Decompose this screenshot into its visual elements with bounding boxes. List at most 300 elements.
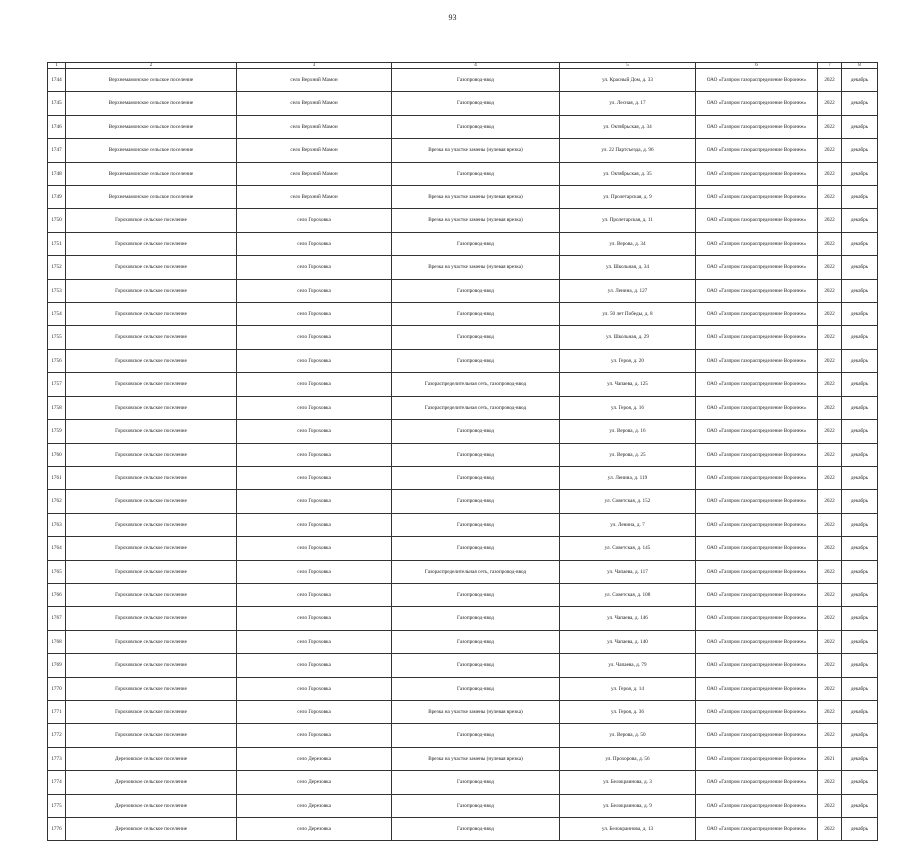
address-cell: ул. Героя, д. 14	[560, 677, 696, 700]
year-cell: 2022	[818, 349, 842, 372]
settlement-cell: Гороховское сельское поселение	[66, 466, 237, 489]
locality-cell: село Гороховка	[237, 583, 392, 606]
address-cell: ул. Ленина, д. 127	[560, 279, 696, 302]
owner-cell: ОАО «Газпром газораспределение Воронеж»	[696, 443, 818, 466]
owner-cell: ОАО «Газпром газораспределение Воронеж»	[696, 162, 818, 185]
address-cell: ул. Чапаева, д. 140	[560, 630, 696, 653]
object-type-cell: Газопровод-ввод	[392, 607, 560, 630]
column-header: 8	[842, 63, 878, 69]
locality-cell: село Гороховка	[237, 490, 392, 513]
locality-cell: село Дерезовка	[237, 818, 392, 841]
table-row	[48, 771, 878, 794]
year-cell: 2022	[818, 303, 842, 326]
owner-cell: ОАО «Газпром газораспределение Воронеж»	[696, 373, 818, 396]
owner-cell: ОАО «Газпром газораспределение Воронеж»	[696, 186, 818, 209]
table-row	[48, 466, 878, 489]
column-header: 3	[237, 63, 392, 69]
table-row	[48, 794, 878, 817]
month-cell: декабрь	[842, 537, 878, 560]
settlement-cell: Гороховское сельское поселение	[66, 420, 237, 443]
owner-cell: ОАО «Газпром газораспределение Воронеж»	[696, 279, 818, 302]
year-cell: 2022	[818, 186, 842, 209]
month-cell: декабрь	[842, 373, 878, 396]
table-row	[48, 747, 878, 770]
settlement-cell: Гороховское сельское поселение	[66, 443, 237, 466]
owner-cell: ОАО «Газпром газораспределение Воронеж»	[696, 466, 818, 489]
locality-cell: село Гороховка	[237, 677, 392, 700]
year-cell: 2022	[818, 162, 842, 185]
object-type-cell: Газопровод-ввод	[392, 583, 560, 606]
table-row	[48, 513, 878, 536]
year-cell: 2022	[818, 654, 842, 677]
object-type-cell: Врезка на участке замены (нулевая врезка)	[392, 139, 560, 162]
month-cell: декабрь	[842, 396, 878, 419]
locality-cell: село Дерезовка	[237, 794, 392, 817]
column-header: 1	[48, 63, 66, 69]
object-type-cell: Газопровод-ввод	[392, 443, 560, 466]
settlement-cell: Дерезовское сельское поселение	[66, 818, 237, 841]
locality-cell: село Дерезовка	[237, 771, 392, 794]
address-cell: ул. Чапаева, д. 146	[560, 607, 696, 630]
year-cell: 2022	[818, 630, 842, 653]
address-cell: ул. Октябрьская, д. 35	[560, 162, 696, 185]
month-cell: декабрь	[842, 326, 878, 349]
row-number-cell: 1746	[48, 115, 66, 138]
object-type-cell: Газораспределительная сеть, газопровод-ввод	[392, 373, 560, 396]
address-cell: ул. Советская, д. 145	[560, 537, 696, 560]
address-cell: ул. Белокраинова, д. 13	[560, 818, 696, 841]
month-cell: декабрь	[842, 279, 878, 302]
object-type-cell: Газопровод-ввод	[392, 794, 560, 817]
row-number-cell: 1772	[48, 724, 66, 747]
settlement-cell: Верхнемамонское сельское поселение	[66, 69, 237, 92]
year-cell: 2022	[818, 466, 842, 489]
table-row	[48, 326, 878, 349]
row-number-cell: 1745	[48, 92, 66, 115]
year-cell: 2022	[818, 326, 842, 349]
year-cell: 2022	[818, 443, 842, 466]
owner-cell: ОАО «Газпром газораспределение Воронеж»	[696, 92, 818, 115]
table-row	[48, 560, 878, 583]
year-cell: 2022	[818, 279, 842, 302]
month-cell: декабрь	[842, 443, 878, 466]
locality-cell: село Гороховка	[237, 630, 392, 653]
object-type-cell: Газопровод-ввод	[392, 326, 560, 349]
owner-cell: ОАО «Газпром газораспределение Воронеж»	[696, 630, 818, 653]
settlement-cell: Гороховское сельское поселение	[66, 724, 237, 747]
settlement-cell: Дерезовское сельское поселение	[66, 771, 237, 794]
month-cell: декабрь	[842, 92, 878, 115]
settlement-cell: Верхнемамонское сельское поселение	[66, 139, 237, 162]
month-cell: декабрь	[842, 700, 878, 723]
table-row	[48, 583, 878, 606]
year-cell: 2022	[818, 560, 842, 583]
table-row	[48, 279, 878, 302]
column-header: 2	[66, 63, 237, 69]
owner-cell: ОАО «Газпром газораспределение Воронеж»	[696, 513, 818, 536]
object-type-cell: Газопровод-ввод	[392, 630, 560, 653]
owner-cell: ОАО «Газпром газораспределение Воронеж»	[696, 209, 818, 232]
table-row	[48, 700, 878, 723]
locality-cell: село Гороховка	[237, 560, 392, 583]
settlement-cell: Верхнемамонское сельское поселение	[66, 92, 237, 115]
owner-cell: ОАО «Газпром газораспределение Воронеж»	[696, 677, 818, 700]
table-row	[48, 443, 878, 466]
month-cell: декабрь	[842, 771, 878, 794]
year-cell: 2022	[818, 513, 842, 536]
settlement-cell: Гороховское сельское поселение	[66, 560, 237, 583]
month-cell: декабрь	[842, 818, 878, 841]
object-type-cell: Врезка на участке замены (нулевая врезка)	[392, 747, 560, 770]
month-cell: декабрь	[842, 794, 878, 817]
object-type-cell: Газопровод-ввод	[392, 677, 560, 700]
owner-cell: ОАО «Газпром газораспределение Воронеж»	[696, 794, 818, 817]
locality-cell: село Гороховка	[237, 303, 392, 326]
owner-cell: ОАО «Газпром газораспределение Воронеж»	[696, 349, 818, 372]
year-cell: 2022	[818, 373, 842, 396]
month-cell: декабрь	[842, 677, 878, 700]
address-cell: ул. Красный Дом, д. 33	[560, 69, 696, 92]
year-cell: 2022	[818, 490, 842, 513]
year-cell: 2022	[818, 724, 842, 747]
row-number-cell: 1754	[48, 303, 66, 326]
locality-cell: село Гороховка	[237, 724, 392, 747]
year-cell: 2022	[818, 69, 842, 92]
table-row	[48, 256, 878, 279]
row-number-cell: 1749	[48, 186, 66, 209]
locality-cell: село Гороховка	[237, 232, 392, 255]
year-cell: 2022	[818, 583, 842, 606]
locality-cell: село Гороховка	[237, 654, 392, 677]
settlement-cell: Гороховское сельское поселение	[66, 677, 237, 700]
address-cell: ул. Чапаева, д. 125	[560, 373, 696, 396]
owner-cell: ОАО «Газпром газораспределение Воронеж»	[696, 560, 818, 583]
year-cell: 2022	[818, 232, 842, 255]
locality-cell: село Верхний Мамон	[237, 186, 392, 209]
address-cell: ул. Верова, д. 50	[560, 724, 696, 747]
month-cell: декабрь	[842, 513, 878, 536]
object-type-cell: Газопровод-ввод	[392, 69, 560, 92]
locality-cell: село Гороховка	[237, 420, 392, 443]
owner-cell: ОАО «Газпром газораспределение Воронеж»	[696, 537, 818, 560]
year-cell: 2022	[818, 256, 842, 279]
locality-cell: село Верхний Мамон	[237, 162, 392, 185]
row-number-cell: 1765	[48, 560, 66, 583]
address-cell: ул. Пролетарская, д. 9	[560, 186, 696, 209]
locality-cell: село Гороховка	[237, 349, 392, 372]
row-number-cell: 1758	[48, 396, 66, 419]
year-cell: 2022	[818, 209, 842, 232]
address-cell: ул. Героя, д. 20	[560, 349, 696, 372]
year-cell: 2022	[818, 396, 842, 419]
table-row	[48, 139, 878, 162]
month-cell: декабрь	[842, 724, 878, 747]
object-type-cell: Газопровод-ввод	[392, 420, 560, 443]
table-row	[48, 232, 878, 255]
object-type-cell: Газопровод-ввод	[392, 724, 560, 747]
row-number-cell: 1761	[48, 466, 66, 489]
month-cell: декабрь	[842, 115, 878, 138]
row-number-cell: 1776	[48, 818, 66, 841]
table-row	[48, 677, 878, 700]
row-number-cell: 1775	[48, 794, 66, 817]
month-cell: декабрь	[842, 583, 878, 606]
owner-cell: ОАО «Газпром газораспределение Воронеж»	[696, 818, 818, 841]
owner-cell: ОАО «Газпром газораспределение Воронеж»	[696, 303, 818, 326]
object-type-cell: Газопровод-ввод	[392, 818, 560, 841]
month-cell: декабрь	[842, 349, 878, 372]
column-header: 7	[818, 63, 842, 69]
settlement-cell: Гороховское сельское поселение	[66, 232, 237, 255]
table-row	[48, 209, 878, 232]
owner-cell: ОАО «Газпром газораспределение Воронеж»	[696, 747, 818, 770]
locality-cell: село Гороховка	[237, 607, 392, 630]
year-cell: 2022	[818, 420, 842, 443]
owner-cell: ОАО «Газпром газораспределение Воронеж»	[696, 771, 818, 794]
locality-cell: село Дерезовка	[237, 747, 392, 770]
table-row	[48, 420, 878, 443]
address-cell: ул. Советская, д. 152	[560, 490, 696, 513]
month-cell: декабрь	[842, 654, 878, 677]
locality-cell: село Верхний Мамон	[237, 92, 392, 115]
settlement-cell: Гороховское сельское поселение	[66, 490, 237, 513]
settlement-cell: Гороховское сельское поселение	[66, 583, 237, 606]
column-header: 4	[392, 63, 560, 69]
year-cell: 2022	[818, 537, 842, 560]
address-cell: ул. Школьная, д. 34	[560, 256, 696, 279]
column-header: 5	[560, 63, 696, 69]
year-cell: 2022	[818, 607, 842, 630]
locality-cell: село Гороховка	[237, 396, 392, 419]
row-number-cell: 1773	[48, 747, 66, 770]
address-cell: ул. Верова, д. 34	[560, 232, 696, 255]
locality-cell: село Гороховка	[237, 279, 392, 302]
owner-cell: ОАО «Газпром газораспределение Воронеж»	[696, 420, 818, 443]
month-cell: декабрь	[842, 747, 878, 770]
object-type-cell: Газораспределительная сеть, газопровод-ввод	[392, 396, 560, 419]
address-cell: ул. Белокраинова, д. 9	[560, 794, 696, 817]
locality-cell: село Верхний Мамон	[237, 139, 392, 162]
row-number-cell: 1768	[48, 630, 66, 653]
settlement-cell: Гороховское сельское поселение	[66, 326, 237, 349]
owner-cell: ОАО «Газпром газораспределение Воронеж»	[696, 232, 818, 255]
row-number-cell: 1757	[48, 373, 66, 396]
gas-registry-table	[47, 62, 878, 841]
row-number-cell: 1748	[48, 162, 66, 185]
object-type-cell: Врезка на участке замены (нулевая врезка)	[392, 700, 560, 723]
month-cell: декабрь	[842, 186, 878, 209]
address-cell: ул. Верова, д. 16	[560, 420, 696, 443]
row-number-cell: 1767	[48, 607, 66, 630]
settlement-cell: Верхнемамонское сельское поселение	[66, 115, 237, 138]
month-cell: декабрь	[842, 560, 878, 583]
row-number-cell: 1750	[48, 209, 66, 232]
year-cell: 2022	[818, 818, 842, 841]
page-number: 93	[448, 13, 457, 22]
month-cell: декабрь	[842, 209, 878, 232]
settlement-cell: Дерезовское сельское поселение	[66, 794, 237, 817]
row-number-cell: 1763	[48, 513, 66, 536]
table-row	[48, 373, 878, 396]
settlement-cell: Гороховское сельское поселение	[66, 630, 237, 653]
table-row	[48, 69, 878, 92]
month-cell: декабрь	[842, 256, 878, 279]
owner-cell: ОАО «Газпром газораспределение Воронеж»	[696, 256, 818, 279]
object-type-cell: Газопровод-ввод	[392, 349, 560, 372]
object-type-cell: Газопровод-ввод	[392, 513, 560, 536]
table-row	[48, 115, 878, 138]
owner-cell: ОАО «Газпром газораспределение Воронеж»	[696, 700, 818, 723]
month-cell: декабрь	[842, 630, 878, 653]
object-type-cell: Газораспределительная сеть, газопровод-ввод	[392, 560, 560, 583]
object-type-cell: Врезка на участке замены (нулевая врезка)	[392, 186, 560, 209]
table-row	[48, 490, 878, 513]
address-cell: ул. Октябрьская, д. 34	[560, 115, 696, 138]
address-cell: ул. 50 лет Победы, д. 8	[560, 303, 696, 326]
year-cell: 2022	[818, 139, 842, 162]
object-type-cell: Газопровод-ввод	[392, 466, 560, 489]
address-cell: ул. Чапаева, д. 79	[560, 654, 696, 677]
address-cell: ул. Лесная, д. 17	[560, 92, 696, 115]
row-number-cell: 1756	[48, 349, 66, 372]
owner-cell: ОАО «Газпром газораспределение Воронеж»	[696, 654, 818, 677]
locality-cell: село Гороховка	[237, 209, 392, 232]
address-cell: ул. Прохорова, д. 56	[560, 747, 696, 770]
table-row	[48, 162, 878, 185]
owner-cell: ОАО «Газпром газораспределение Воронеж»	[696, 326, 818, 349]
row-number-cell: 1766	[48, 583, 66, 606]
address-cell: ул. Героя, д. 16	[560, 396, 696, 419]
settlement-cell: Гороховское сельское поселение	[66, 396, 237, 419]
object-type-cell: Газопровод-ввод	[392, 490, 560, 513]
locality-cell: село Верхний Мамон	[237, 115, 392, 138]
year-cell: 2021	[818, 747, 842, 770]
year-cell: 2022	[818, 115, 842, 138]
year-cell: 2022	[818, 677, 842, 700]
owner-cell: ОАО «Газпром газораспределение Воронеж»	[696, 139, 818, 162]
month-cell: декабрь	[842, 420, 878, 443]
row-number-cell: 1744	[48, 69, 66, 92]
row-number-cell: 1752	[48, 256, 66, 279]
row-number-cell: 1770	[48, 677, 66, 700]
row-number-cell: 1774	[48, 771, 66, 794]
settlement-cell: Гороховское сельское поселение	[66, 654, 237, 677]
locality-cell: село Гороховка	[237, 513, 392, 536]
settlement-cell: Дерезовское сельское поселение	[66, 747, 237, 770]
table-row	[48, 396, 878, 419]
settlement-cell: Гороховское сельское поселение	[66, 607, 237, 630]
locality-cell: село Гороховка	[237, 373, 392, 396]
locality-cell: село Гороховка	[237, 700, 392, 723]
address-cell: ул. Ленина, д. 119	[560, 466, 696, 489]
table-row	[48, 186, 878, 209]
settlement-cell: Гороховское сельское поселение	[66, 303, 237, 326]
month-cell: декабрь	[842, 607, 878, 630]
address-cell: ул. 22 Партсъезда, д. 96	[560, 139, 696, 162]
table-row	[48, 537, 878, 560]
object-type-cell: Врезка на участке замены (нулевая врезка)	[392, 209, 560, 232]
month-cell: декабрь	[842, 490, 878, 513]
row-number-cell: 1764	[48, 537, 66, 560]
month-cell: декабрь	[842, 162, 878, 185]
locality-cell: село Гороховка	[237, 326, 392, 349]
address-cell: ул. Пролетарская, д. 11	[560, 209, 696, 232]
table-row	[48, 724, 878, 747]
object-type-cell: Врезка на участке замены (нулевая врезка)	[392, 256, 560, 279]
table-row	[48, 607, 878, 630]
row-number-cell: 1762	[48, 490, 66, 513]
owner-cell: ОАО «Газпром газораспределение Воронеж»	[696, 490, 818, 513]
month-cell: декабрь	[842, 466, 878, 489]
address-cell: ул. Героя, д. 36	[560, 700, 696, 723]
owner-cell: ОАО «Газпром газораспределение Воронеж»	[696, 724, 818, 747]
settlement-cell: Верхнемамонское сельское поселение	[66, 186, 237, 209]
locality-cell: село Верхний Мамон	[237, 69, 392, 92]
object-type-cell: Газопровод-ввод	[392, 654, 560, 677]
row-number-cell: 1753	[48, 279, 66, 302]
owner-cell: ОАО «Газпром газораспределение Воронеж»	[696, 583, 818, 606]
row-number-cell: 1771	[48, 700, 66, 723]
owner-cell: ОАО «Газпром газораспределение Воронеж»	[696, 69, 818, 92]
object-type-cell: Газопровод-ввод	[392, 537, 560, 560]
table-row	[48, 818, 878, 841]
year-cell: 2022	[818, 794, 842, 817]
object-type-cell: Газопровод-ввод	[392, 92, 560, 115]
owner-cell: ОАО «Газпром газораспределение Воронеж»	[696, 115, 818, 138]
settlement-cell: Гороховское сельское поселение	[66, 209, 237, 232]
address-cell: ул. Белокраинова, д. 3	[560, 771, 696, 794]
object-type-cell: Газопровод-ввод	[392, 115, 560, 138]
row-number-cell: 1747	[48, 139, 66, 162]
month-cell: декабрь	[842, 139, 878, 162]
object-type-cell: Газопровод-ввод	[392, 279, 560, 302]
table-row	[48, 303, 878, 326]
table-row	[48, 92, 878, 115]
month-cell: декабрь	[842, 303, 878, 326]
address-cell: ул. Чапаева, д. 117	[560, 560, 696, 583]
locality-cell: село Гороховка	[237, 443, 392, 466]
owner-cell: ОАО «Газпром газораспределение Воронеж»	[696, 396, 818, 419]
settlement-cell: Гороховское сельское поселение	[66, 279, 237, 302]
address-cell: ул. Школьная, д. 29	[560, 326, 696, 349]
table-row	[48, 654, 878, 677]
settlement-cell: Гороховское сельское поселение	[66, 537, 237, 560]
table-row	[48, 349, 878, 372]
object-type-cell: Газопровод-ввод	[392, 232, 560, 255]
year-cell: 2022	[818, 700, 842, 723]
locality-cell: село Гороховка	[237, 466, 392, 489]
month-cell: декабрь	[842, 232, 878, 255]
address-cell: ул. Ленина, д. 7	[560, 513, 696, 536]
settlement-cell: Гороховское сельское поселение	[66, 373, 237, 396]
month-cell: декабрь	[842, 69, 878, 92]
settlement-cell: Гороховское сельское поселение	[66, 349, 237, 372]
row-number-cell: 1751	[48, 232, 66, 255]
settlement-cell: Верхнемамонское сельское поселение	[66, 162, 237, 185]
locality-cell: село Гороховка	[237, 256, 392, 279]
object-type-cell: Газопровод-ввод	[392, 303, 560, 326]
year-cell: 2022	[818, 771, 842, 794]
year-cell: 2022	[818, 92, 842, 115]
settlement-cell: Гороховское сельское поселение	[66, 256, 237, 279]
row-number-cell: 1760	[48, 443, 66, 466]
address-cell: ул. Советская, д. 108	[560, 583, 696, 606]
settlement-cell: Гороховское сельское поселение	[66, 700, 237, 723]
locality-cell: село Гороховка	[237, 537, 392, 560]
table-row	[48, 630, 878, 653]
row-number-cell: 1755	[48, 326, 66, 349]
row-number-cell: 1769	[48, 654, 66, 677]
